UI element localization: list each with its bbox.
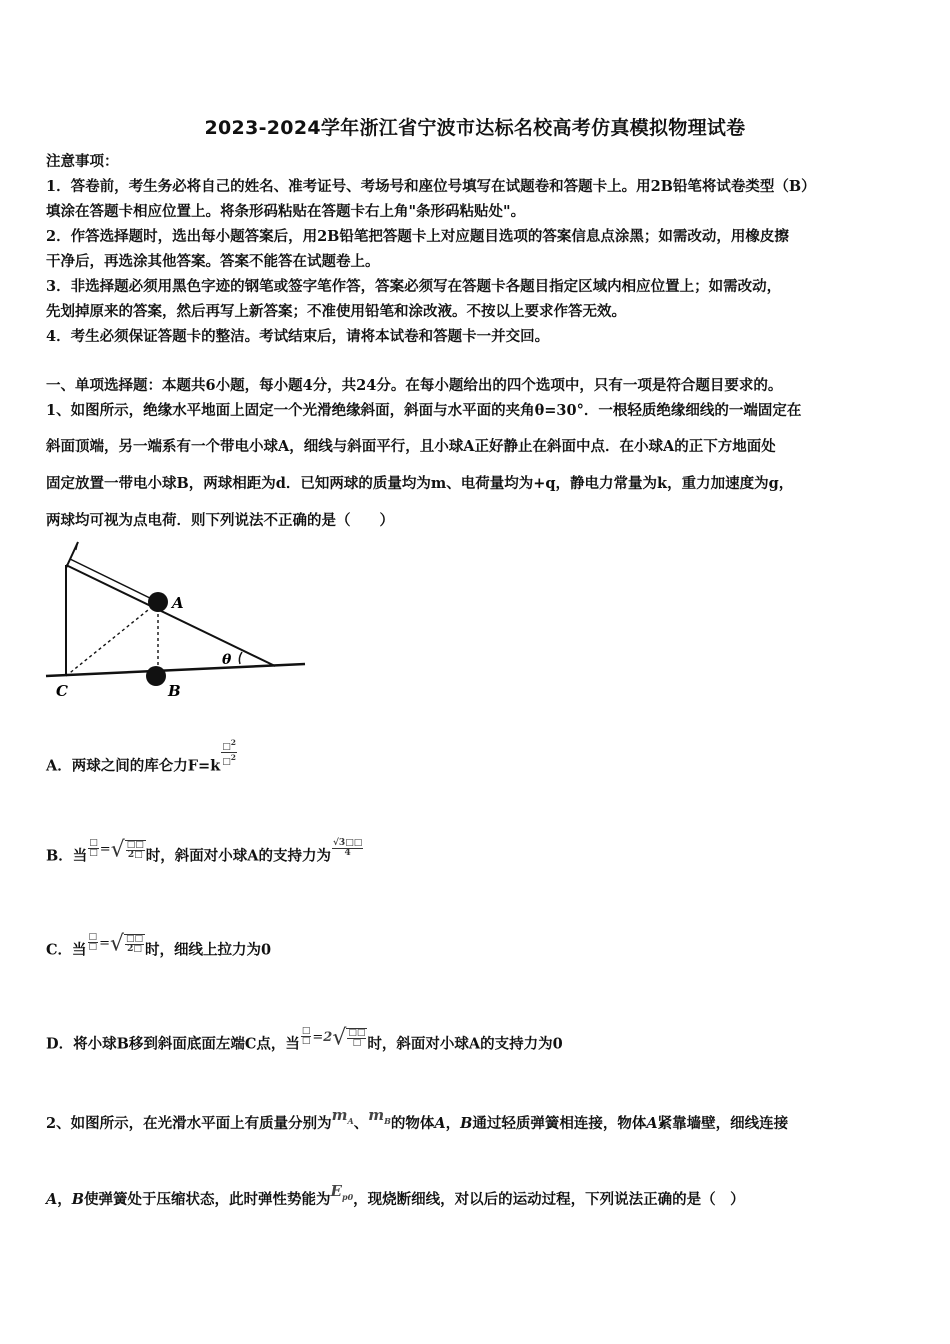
formula-sqrt: √ $\frac{□□}{2□}$ [109,931,144,957]
formula-q2-over-d2: $\frac{□^2}{□^2}$ [222,738,236,767]
formula-q-over-d: $\frac{□}{□}$ [89,838,98,858]
formula-sqrt: √ $\frac{□□}{□}$ [332,1025,366,1051]
q2-line-1: 2、如图所示，在光滑水平面上有质量分别为$m_A$、$m_B$的物体A，B通过轻质弹簧相连接，物体A紧靠墙壁，细线连接 [46,1106,789,1132]
option-a [46,738,238,781]
option-d: D．将小球B移到斜面底面左端C点，当 $\frac{□}{□}$ =2√ $\frac{□□}{□}$ 时，斜面对小球A的支持力为0 [46,1025,563,1053]
notice-line: 干净后，再选涂其他答案。答案不能答在试题卷上。 [46,253,380,270]
ball-b [146,666,166,686]
ground-line [46,664,305,676]
q1-stem-line: 两球均可视为点电荷．则下列说法不正确的是（ ） [46,512,394,529]
q1-stem-line: 1、如图所示，绝缘水平地面上固定一个光滑绝缘斜面，斜面与水平面的夹角θ=30°．一根轻质绝缘细线的一端固定在 [46,402,802,419]
thread [70,559,158,602]
formula-sqrt3-mg-over-4: $\frac{√3□□}{4}$ [333,838,363,858]
section-heading: 一、单项选择题：本题共6小题，每小题4分，共24分。在每小题给出的四个选项中，只有一项是符合题目要求的。 [46,377,783,394]
notice-heading: 注意事项： [46,153,119,170]
notice-line: 3．非选择题必须用黑色字迹的钢笔或签字笔作答，答案必须写在答题卡各题目指定区域内相应位置上；如需改动， [46,278,782,295]
ball-a [148,592,168,612]
formula-q-over-d: $\frac{□}{□}$ [301,1026,311,1046]
label-c: C [56,682,68,700]
formula-sqrt: √ $\frac{□□}{2□}$ [110,837,144,863]
angle-arc [239,652,242,664]
label-b: B [168,682,181,700]
option-a-text: A．两球之间的库仑力F=k [46,757,221,775]
notice-line: 先划掉原来的答案，然后再写上新答案；不准使用铅笔和涂改液。不按以上要求作答无效。 [46,303,626,320]
option-c: C．当 $\frac{□}{□}$ =√ $\frac{□□}{2□}$ 时，细线上拉力为0 [46,931,272,959]
page-title: 2023-2024学年浙江省宁波市达标名校高考仿真模拟物理试卷 [204,117,746,139]
incline-surface [66,565,275,666]
notice-line: 1．答卷前，考生务必将自己的姓名、准考证号、考场号和座位号填写在试题卷和答题卡上。用2B铅笔将试卷类型（B） [46,178,816,195]
dashed-diagonal [66,602,158,676]
notice-line: 4．考生必须保证答题卡的整洁。考试结束后，请将本试卷和答题卡一并交回。 [46,328,550,345]
label-theta: θ [222,652,232,668]
option-b: B．当 $\frac{□}{□}$ =√ $\frac{□□}{2□}$ 时，斜面对小球A的支持力为 $\frac{√3□□}{4}$ [46,837,363,865]
label-a: A [172,594,184,612]
q1-stem-line: 固定放置一带电小球B，两球相距为d．已知两球的质量均为m、电荷量均为+q，静电力常量为k，重力加速度为g， [46,475,794,492]
notice-line: 填涂在答题卡相应位置上。将条形码粘贴在答题卡右上角"条形码粘贴处"。 [46,203,526,220]
mass-b-symbol: $m_B$ [368,1106,391,1126]
mass-a-symbol: $m_A$ [331,1106,354,1126]
elastic-energy-symbol: $E_{p0}$ [330,1182,354,1202]
notice-line: 2．作答选择题时，选出每小题答案后，用2B铅笔把答题卡上对应题目选项的答案信息点涂黑；如需改动，用橡皮擦 [46,228,789,245]
q1-stem-line: 斜面顶端，另一端系有一个带电小球A，细线与斜面平行，且小球A正好静止在斜面中点．在小球A的正下方地面处 [46,438,776,455]
formula-q-over-d: $\frac{□}{□}$ [88,932,98,952]
q2-line-2: A，B使弹簧处于压缩状态，此时弹性势能为$E_{p0}$，现烧断细线，对以后的运动过程，下列说法正确的是（ ） [46,1182,745,1208]
q1-figure [40,540,310,705]
